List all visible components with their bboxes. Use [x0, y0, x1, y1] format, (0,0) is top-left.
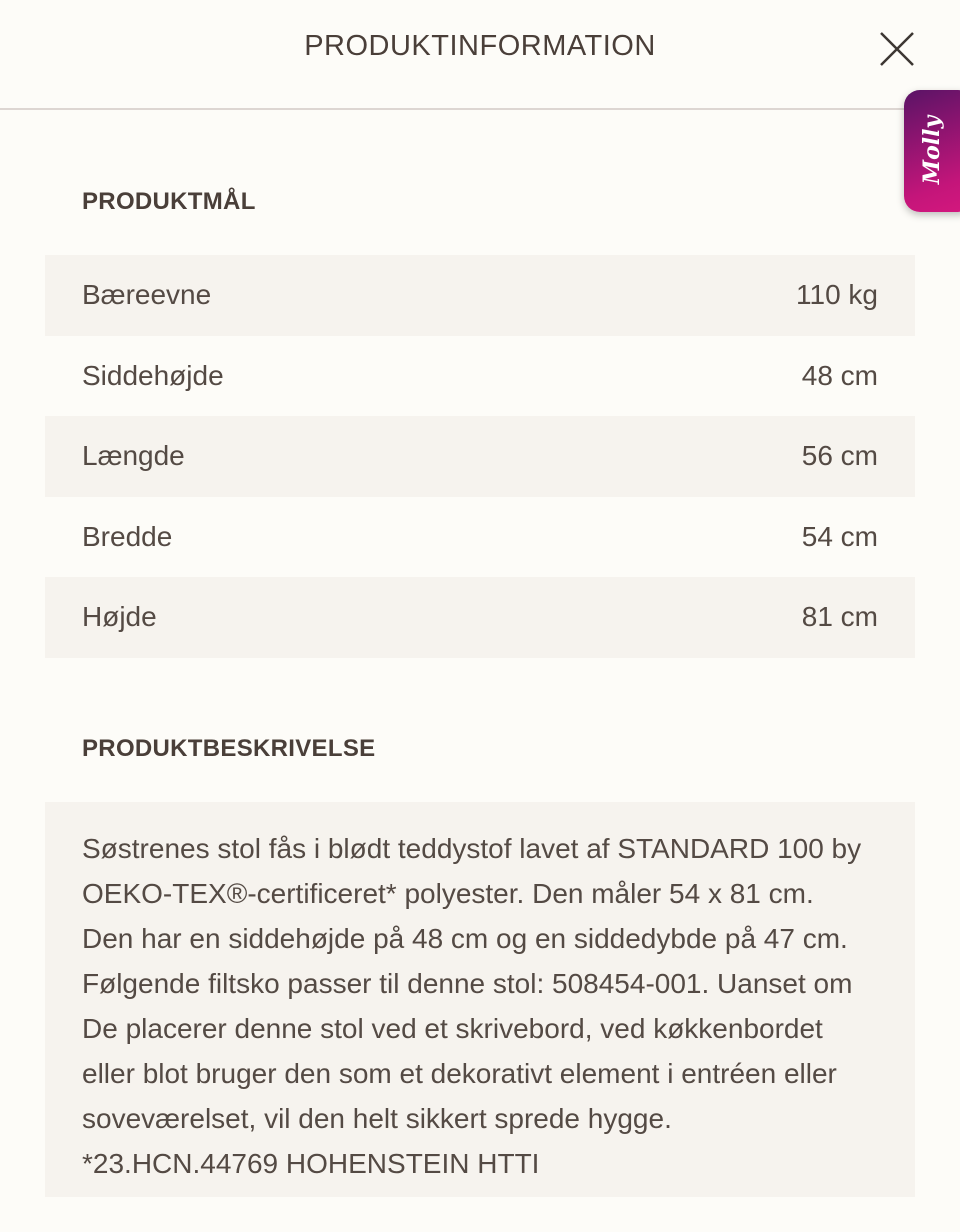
row-value: 81 cm	[801, 601, 878, 633]
molly-label: Molly	[919, 115, 945, 185]
row-label: Længde	[82, 440, 185, 472]
description-box	[45, 802, 915, 1197]
row-value: 110 kg	[796, 279, 878, 311]
description-heading: PRODUKTBESKRIVELSE	[82, 735, 376, 762]
row-label: Siddehøjde	[82, 359, 224, 391]
description-line: *23.HCN.44769 HOHENSTEIN HTTI	[82, 1148, 540, 1179]
row-value: 54 cm	[801, 520, 878, 552]
description-line: Følgende filtsko passer til denne stol: 508454-001. Uanset om	[82, 968, 853, 999]
row-value: 56 cm	[801, 440, 878, 472]
description-line: eller blot bruger den som et dekorativt element i entréen eller	[82, 1058, 837, 1089]
row-value: 48 cm	[801, 359, 878, 391]
row-label: Bæreevne	[82, 279, 212, 311]
table-row	[45, 416, 915, 497]
description-line: De placerer denne stol ved et skrivebord, ved køkkenbordet	[82, 1013, 823, 1044]
description-line: soveværelset, vil den helt sikkert sprede hygge.	[82, 1103, 672, 1134]
dimensions-table	[45, 255, 915, 658]
description-line: Den har en siddehøjde på 48 cm og en siddedybde på 47 cm.	[82, 923, 848, 954]
row-label: Bredde	[82, 520, 173, 552]
page-title: PRODUKTINFORMATION	[304, 30, 656, 62]
table-row	[45, 577, 915, 658]
close-button[interactable]	[878, 30, 916, 68]
description-line: OEKO-TEX®-certificeret* polyester. Den måler 54 x 81 cm.	[82, 878, 814, 909]
table-row	[45, 336, 915, 417]
table-row	[45, 255, 915, 336]
table-row	[45, 497, 915, 578]
close-icon	[878, 30, 916, 68]
header	[0, 0, 960, 110]
dimensions-heading: PRODUKTMÅL	[82, 188, 256, 215]
row-label: Højde	[82, 601, 157, 633]
molly-assistant-tab[interactable]	[904, 90, 960, 212]
description-line: Søstrenes stol fås i blødt teddystof lavet af STANDARD 100 by	[82, 833, 862, 864]
